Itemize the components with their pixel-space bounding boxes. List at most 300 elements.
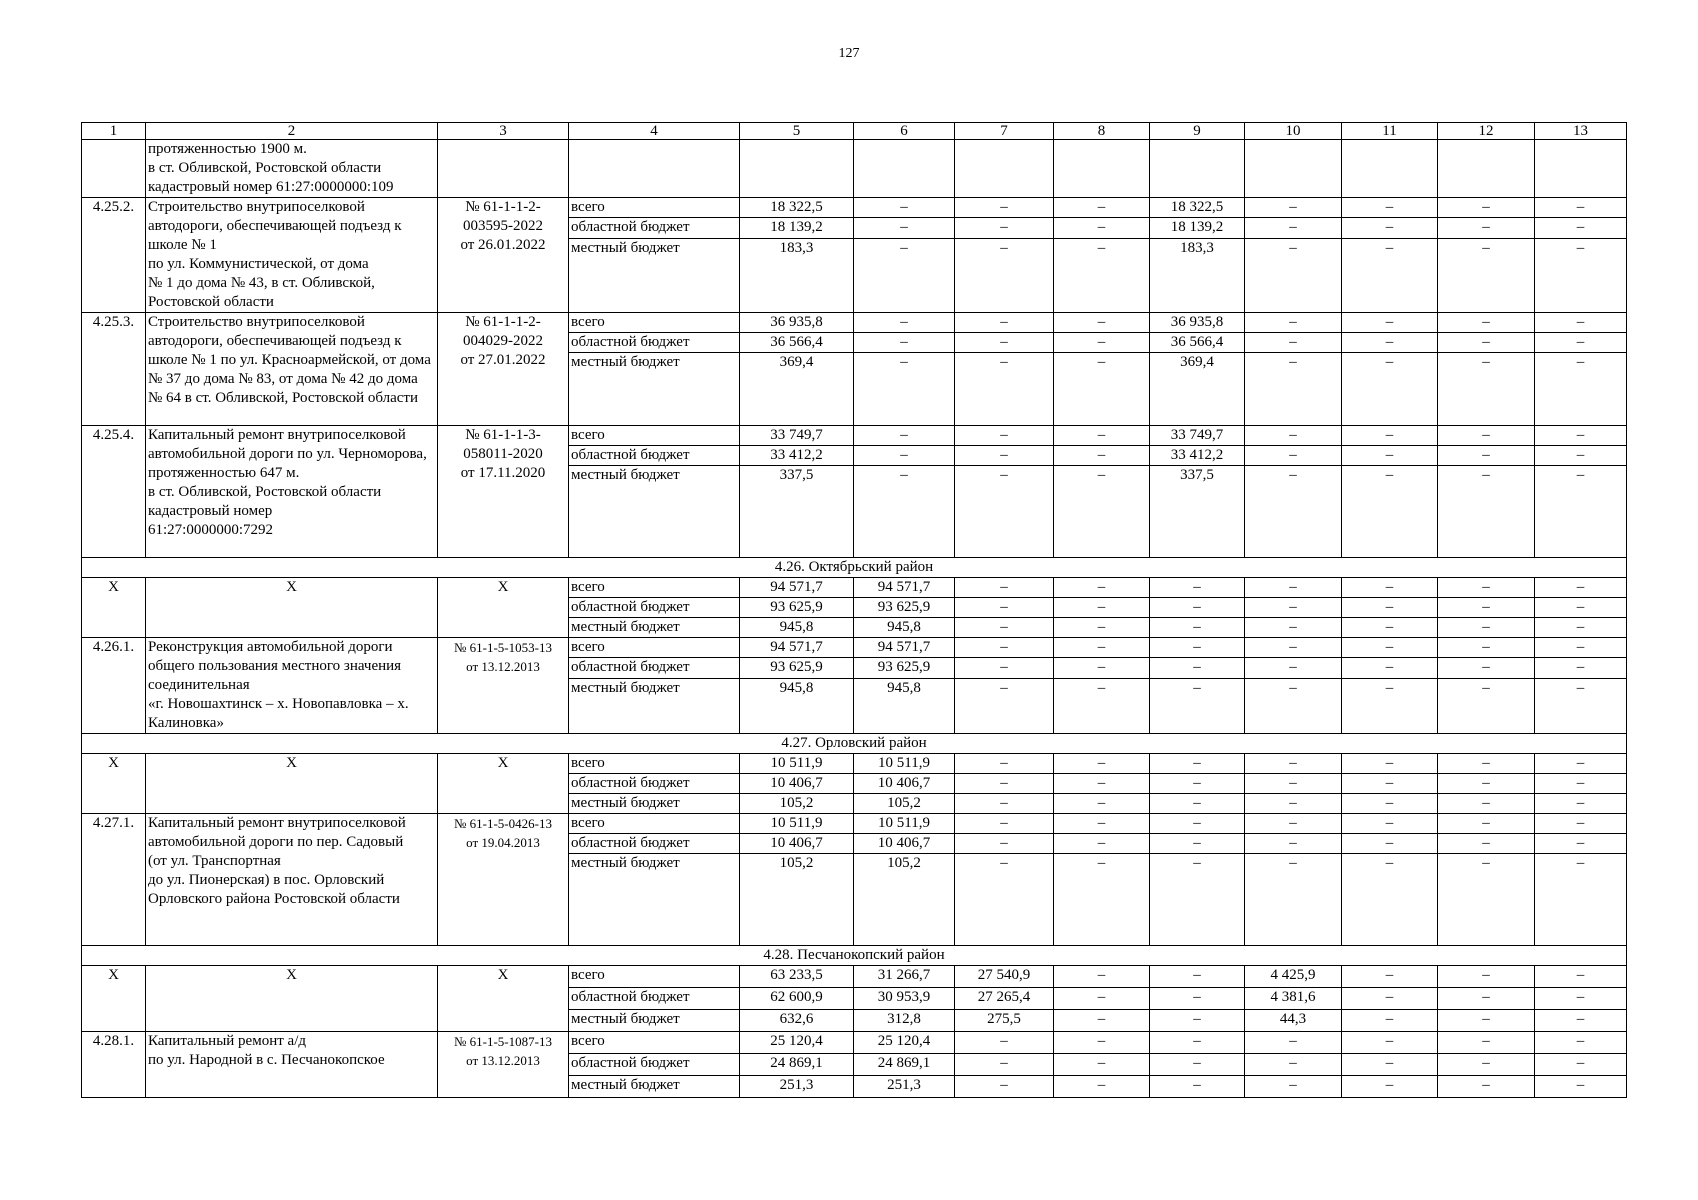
amount-cell: 105,2 bbox=[740, 854, 854, 946]
amount-cell: – bbox=[1342, 966, 1438, 988]
amount-cell: 93 625,9 bbox=[740, 598, 854, 618]
funding-source: местный бюджет bbox=[569, 794, 740, 814]
amount-cell: – bbox=[1438, 678, 1535, 733]
amount-cell: – bbox=[1342, 466, 1438, 558]
amount-cell: – bbox=[854, 238, 955, 312]
amount-cell: – bbox=[1245, 238, 1342, 312]
funding-source bbox=[569, 140, 740, 198]
amount-cell bbox=[955, 140, 1054, 198]
amount-cell: 4 381,6 bbox=[1245, 988, 1342, 1010]
amount-cell: 94 571,7 bbox=[740, 638, 854, 658]
amount-cell: – bbox=[1438, 774, 1535, 794]
amount-cell: – bbox=[1245, 1054, 1342, 1076]
amount-cell: – bbox=[1535, 578, 1627, 598]
table-row bbox=[82, 140, 1627, 198]
amount-cell: – bbox=[1438, 658, 1535, 678]
item-document: № 61-1-5-0426-13 от 19.04.2013 bbox=[438, 814, 569, 946]
funding-source: областной бюджет bbox=[569, 333, 740, 353]
funding-source: всего bbox=[569, 426, 740, 446]
amount-cell: – bbox=[955, 814, 1054, 834]
amount-cell: – bbox=[854, 353, 955, 426]
amount-cell: 10 511,9 bbox=[740, 814, 854, 834]
item-number: 4.28.1. bbox=[82, 1032, 146, 1098]
amount-cell: 10 511,9 bbox=[740, 754, 854, 774]
funding-source: местный бюджет bbox=[569, 1010, 740, 1032]
amount-cell: – bbox=[1438, 814, 1535, 834]
amount-cell: 105,2 bbox=[854, 794, 955, 814]
amount-cell: – bbox=[1150, 678, 1245, 733]
funding-source: всего bbox=[569, 578, 740, 598]
amount-cell: – bbox=[1245, 598, 1342, 618]
funding-source: местный бюджет bbox=[569, 854, 740, 946]
amount-cell: – bbox=[1535, 988, 1627, 1010]
amount-cell: – bbox=[1245, 834, 1342, 854]
funding-source: областной бюджет bbox=[569, 598, 740, 618]
amount-cell: – bbox=[955, 774, 1054, 794]
amount-cell: – bbox=[1054, 1010, 1150, 1032]
funding-source: всего bbox=[569, 638, 740, 658]
amount-cell: – bbox=[1535, 426, 1627, 446]
amount-cell: – bbox=[1054, 678, 1150, 733]
amount-cell: – bbox=[955, 1076, 1054, 1098]
amount-cell: – bbox=[1054, 313, 1150, 333]
amount-cell: – bbox=[1245, 638, 1342, 658]
amount-cell: – bbox=[1054, 426, 1150, 446]
amount-cell: – bbox=[1438, 754, 1535, 774]
amount-cell: 945,8 bbox=[740, 618, 854, 638]
amount-cell: – bbox=[1054, 966, 1150, 988]
amount-cell: – bbox=[955, 333, 1054, 353]
amount-cell: – bbox=[955, 854, 1054, 946]
amount-cell bbox=[1150, 140, 1245, 198]
item-name: Капитальный ремонт внутрипоселковой автомобильной дороги по пер. Садовый (от ул. Транспортная до ул. Пионерская) в пос. Орловский Орловского района Ростовской области bbox=[146, 814, 438, 946]
amount-cell: – bbox=[1054, 333, 1150, 353]
amount-cell: – bbox=[1150, 1054, 1245, 1076]
amount-cell: – bbox=[1054, 988, 1150, 1010]
amount-cell: 93 625,9 bbox=[854, 658, 955, 678]
amount-cell: – bbox=[1535, 1076, 1627, 1098]
amount-cell: – bbox=[1438, 638, 1535, 658]
col-number: 3 bbox=[438, 123, 569, 140]
amount-cell: – bbox=[1342, 218, 1438, 238]
amount-cell: 33 749,7 bbox=[1150, 426, 1245, 446]
amount-cell: – bbox=[1342, 333, 1438, 353]
amount-cell: 251,3 bbox=[740, 1076, 854, 1098]
amount-cell: – bbox=[1535, 658, 1627, 678]
amount-cell: 27 540,9 bbox=[955, 966, 1054, 988]
amount-cell: – bbox=[1245, 854, 1342, 946]
amount-cell: – bbox=[1535, 834, 1627, 854]
amount-cell: 632,6 bbox=[740, 1010, 854, 1032]
amount-cell: – bbox=[1438, 426, 1535, 446]
amount-cell: – bbox=[854, 313, 955, 333]
amount-cell: – bbox=[1054, 446, 1150, 466]
amount-cell: – bbox=[1245, 353, 1342, 426]
amount-cell: – bbox=[1535, 754, 1627, 774]
item-document: Х bbox=[438, 754, 569, 814]
col-number: 11 bbox=[1342, 123, 1438, 140]
amount-cell: 33 412,2 bbox=[1150, 446, 1245, 466]
amount-cell: – bbox=[1150, 618, 1245, 638]
amount-cell: – bbox=[955, 238, 1054, 312]
amount-cell: – bbox=[1438, 333, 1535, 353]
amount-cell bbox=[854, 140, 955, 198]
amount-cell: – bbox=[1342, 988, 1438, 1010]
amount-cell: 94 571,7 bbox=[854, 578, 955, 598]
amount-cell: – bbox=[1245, 578, 1342, 598]
amount-cell: – bbox=[1054, 466, 1150, 558]
funding-source: всего bbox=[569, 754, 740, 774]
amount-cell bbox=[1245, 140, 1342, 198]
amount-cell: – bbox=[1342, 854, 1438, 946]
col-number: 12 bbox=[1438, 123, 1535, 140]
column-number-row bbox=[82, 123, 1627, 140]
amount-cell: – bbox=[1054, 658, 1150, 678]
amount-cell: – bbox=[1438, 238, 1535, 312]
amount-cell: 31 266,7 bbox=[854, 966, 955, 988]
amount-cell: – bbox=[955, 598, 1054, 618]
amount-cell: – bbox=[1535, 446, 1627, 466]
amount-cell: – bbox=[1054, 814, 1150, 834]
amount-cell: – bbox=[1054, 794, 1150, 814]
item-name: Капитальный ремонт а/д по ул. Народной в с. Песчанокопское bbox=[146, 1032, 438, 1098]
amount-cell: 10 511,9 bbox=[854, 754, 955, 774]
amount-cell: – bbox=[955, 466, 1054, 558]
amount-cell: 105,2 bbox=[854, 854, 955, 946]
amount-cell bbox=[1535, 140, 1627, 198]
amount-cell: 18 322,5 bbox=[1150, 198, 1245, 218]
amount-cell: – bbox=[1342, 198, 1438, 218]
section-title: 4.26. Октябрьский район bbox=[82, 558, 1627, 578]
page-number: 127 bbox=[838, 46, 860, 61]
amount-cell: – bbox=[1438, 313, 1535, 333]
amount-cell: – bbox=[1245, 658, 1342, 678]
amount-cell: – bbox=[1342, 1032, 1438, 1054]
amount-cell: – bbox=[1150, 966, 1245, 988]
amount-cell: 33 412,2 bbox=[740, 446, 854, 466]
amount-cell: – bbox=[955, 353, 1054, 426]
item-document: Х bbox=[438, 966, 569, 1032]
amount-cell: – bbox=[1245, 814, 1342, 834]
item-number: 4.25.2. bbox=[82, 198, 146, 313]
amount-cell: – bbox=[1342, 1054, 1438, 1076]
funding-source: областной бюджет bbox=[569, 774, 740, 794]
funding-source: местный бюджет bbox=[569, 466, 740, 558]
amount-cell: – bbox=[1245, 1032, 1342, 1054]
amount-cell: – bbox=[1342, 618, 1438, 638]
amount-cell: 27 265,4 bbox=[955, 988, 1054, 1010]
amount-cell: – bbox=[955, 198, 1054, 218]
amount-cell: 369,4 bbox=[1150, 353, 1245, 426]
amount-cell: – bbox=[1150, 774, 1245, 794]
col-number: 1 bbox=[82, 123, 146, 140]
item-number: 4.25.3. bbox=[82, 313, 146, 426]
amount-cell: 183,3 bbox=[1150, 238, 1245, 312]
amount-cell: – bbox=[854, 218, 955, 238]
col-number: 8 bbox=[1054, 123, 1150, 140]
funding-source: областной бюджет bbox=[569, 988, 740, 1010]
amount-cell: – bbox=[1342, 678, 1438, 733]
amount-cell: – bbox=[1535, 774, 1627, 794]
col-number: 10 bbox=[1245, 123, 1342, 140]
amount-cell: 18 322,5 bbox=[740, 198, 854, 218]
amount-cell: – bbox=[1054, 238, 1150, 312]
amount-cell: – bbox=[1535, 238, 1627, 312]
item-number: Х bbox=[82, 578, 146, 638]
amount-cell: – bbox=[1438, 218, 1535, 238]
amount-cell: – bbox=[1054, 598, 1150, 618]
amount-cell: – bbox=[1150, 598, 1245, 618]
amount-cell: – bbox=[955, 834, 1054, 854]
funding-source: всего bbox=[569, 966, 740, 988]
amount-cell: – bbox=[1054, 1032, 1150, 1054]
amount-cell: – bbox=[1342, 814, 1438, 834]
amount-cell: – bbox=[1535, 313, 1627, 333]
amount-cell: – bbox=[1342, 238, 1438, 312]
col-number: 13 bbox=[1535, 123, 1627, 140]
item-name: Строительство внутрипоселковой автодороги, обеспечивающей подъезд к школе № 1 по ул. Коммунистической, от дома № 1 до дома № 43, в ст. Обливской, Ростовской области bbox=[146, 198, 438, 313]
amount-cell: – bbox=[854, 466, 955, 558]
table-row bbox=[82, 638, 1627, 658]
amount-cell: 44,3 bbox=[1245, 1010, 1342, 1032]
amount-cell: 36 566,4 bbox=[740, 333, 854, 353]
amount-cell: – bbox=[1342, 578, 1438, 598]
amount-cell: – bbox=[1342, 353, 1438, 426]
item-name: протяженностью 1900 м. в ст. Обливской, Ростовской области кадастровый номер 61:27:0000000:109 bbox=[146, 140, 438, 198]
funding-source: областной бюджет bbox=[569, 658, 740, 678]
table-row bbox=[82, 814, 1627, 834]
col-number: 4 bbox=[569, 123, 740, 140]
amount-cell: – bbox=[1535, 1010, 1627, 1032]
amount-cell: – bbox=[1535, 638, 1627, 658]
amount-cell: – bbox=[1535, 198, 1627, 218]
amount-cell: – bbox=[1245, 218, 1342, 238]
amount-cell: – bbox=[1054, 1076, 1150, 1098]
col-number: 7 bbox=[955, 123, 1054, 140]
amount-cell: – bbox=[1054, 834, 1150, 854]
amount-cell: – bbox=[1535, 1054, 1627, 1076]
funding-source: всего bbox=[569, 198, 740, 218]
amount-cell: – bbox=[1245, 313, 1342, 333]
col-number: 2 bbox=[146, 123, 438, 140]
amount-cell: 337,5 bbox=[1150, 466, 1245, 558]
amount-cell: – bbox=[1054, 218, 1150, 238]
table-row bbox=[82, 754, 1627, 774]
amount-cell: 945,8 bbox=[854, 618, 955, 638]
amount-cell: – bbox=[1342, 446, 1438, 466]
amount-cell: – bbox=[955, 794, 1054, 814]
amount-cell: – bbox=[1535, 966, 1627, 988]
section-title: 4.28. Песчанокопский район bbox=[82, 946, 1627, 966]
funding-source: всего bbox=[569, 1032, 740, 1054]
amount-cell: – bbox=[1535, 854, 1627, 946]
amount-cell: – bbox=[1438, 834, 1535, 854]
amount-cell: – bbox=[1245, 466, 1342, 558]
amount-cell: – bbox=[854, 333, 955, 353]
amount-cell: – bbox=[854, 198, 955, 218]
amount-cell: – bbox=[1438, 466, 1535, 558]
section-row bbox=[82, 558, 1627, 578]
amount-cell: – bbox=[1342, 1010, 1438, 1032]
amount-cell: – bbox=[955, 1032, 1054, 1054]
item-name: Строительство внутрипоселковой автодороги, обеспечивающей подъезд к школе № 1 по ул. Красноармейской, от дома № 37 до дома № 83, от дома № 42 до дома № 64 в ст. Обливской, Ростовской области bbox=[146, 313, 438, 426]
amount-cell: – bbox=[1438, 578, 1535, 598]
amount-cell: 251,3 bbox=[854, 1076, 955, 1098]
funding-source: областной бюджет bbox=[569, 1054, 740, 1076]
item-name: Х bbox=[146, 754, 438, 814]
amount-cell: – bbox=[1438, 794, 1535, 814]
col-number: 9 bbox=[1150, 123, 1245, 140]
amount-cell: – bbox=[1054, 854, 1150, 946]
amount-cell: 18 139,2 bbox=[1150, 218, 1245, 238]
amount-cell: – bbox=[955, 618, 1054, 638]
amount-cell: – bbox=[1535, 353, 1627, 426]
table-row bbox=[82, 426, 1627, 446]
amount-cell: – bbox=[1245, 754, 1342, 774]
item-number: 4.27.1. bbox=[82, 814, 146, 946]
amount-cell bbox=[1342, 140, 1438, 198]
amount-cell: – bbox=[1535, 814, 1627, 834]
amount-cell: 337,5 bbox=[740, 466, 854, 558]
amount-cell: – bbox=[1438, 1076, 1535, 1098]
amount-cell: – bbox=[1342, 426, 1438, 446]
funding-source: областной бюджет bbox=[569, 834, 740, 854]
amount-cell: 24 869,1 bbox=[854, 1054, 955, 1076]
item-number bbox=[82, 140, 146, 198]
amount-cell: – bbox=[1342, 638, 1438, 658]
amount-cell: – bbox=[1150, 1076, 1245, 1098]
amount-cell: 36 935,8 bbox=[740, 313, 854, 333]
amount-cell: – bbox=[955, 218, 1054, 238]
amount-cell: – bbox=[1054, 578, 1150, 598]
amount-cell bbox=[1054, 140, 1150, 198]
amount-cell: – bbox=[1150, 754, 1245, 774]
amount-cell: – bbox=[1535, 218, 1627, 238]
amount-cell: – bbox=[1342, 834, 1438, 854]
amount-cell: – bbox=[1150, 1010, 1245, 1032]
amount-cell: – bbox=[854, 446, 955, 466]
amount-cell: – bbox=[1342, 794, 1438, 814]
amount-cell: – bbox=[955, 678, 1054, 733]
amount-cell: 30 953,9 bbox=[854, 988, 955, 1010]
amount-cell: – bbox=[1438, 353, 1535, 426]
section-title: 4.27. Орловский район bbox=[82, 734, 1627, 754]
item-name: Капитальный ремонт внутрипоселковой автомобильной дороги по ул. Черноморова, протяженностью 647 м. в ст. Обливской, Ростовской области кадастровый номер 61:27:0000000:7292 bbox=[146, 426, 438, 558]
amount-cell: 312,8 bbox=[854, 1010, 955, 1032]
funding-source: областной бюджет bbox=[569, 446, 740, 466]
amount-cell: – bbox=[1150, 1032, 1245, 1054]
amount-cell: – bbox=[1438, 198, 1535, 218]
table-row bbox=[82, 313, 1627, 333]
amount-cell: – bbox=[1438, 1010, 1535, 1032]
amount-cell: – bbox=[1438, 854, 1535, 946]
amount-cell: – bbox=[1438, 966, 1535, 988]
amount-cell: – bbox=[1245, 426, 1342, 446]
amount-cell: 33 749,7 bbox=[740, 426, 854, 446]
amount-cell: 10 406,7 bbox=[854, 834, 955, 854]
amount-cell: – bbox=[1054, 754, 1150, 774]
amount-cell: 93 625,9 bbox=[740, 658, 854, 678]
amount-cell: 10 406,7 bbox=[854, 774, 955, 794]
amount-cell: 36 566,4 bbox=[1150, 333, 1245, 353]
amount-cell: – bbox=[955, 658, 1054, 678]
amount-cell: – bbox=[1535, 1032, 1627, 1054]
amount-cell: – bbox=[1535, 618, 1627, 638]
amount-cell: – bbox=[955, 754, 1054, 774]
amount-cell: 36 935,8 bbox=[1150, 313, 1245, 333]
amount-cell bbox=[1438, 140, 1535, 198]
item-number: 4.25.4. bbox=[82, 426, 146, 558]
amount-cell: – bbox=[1150, 854, 1245, 946]
amount-cell: – bbox=[1438, 446, 1535, 466]
item-document: № 61-1-1-3- 058011-2020 от 17.11.2020 bbox=[438, 426, 569, 558]
funding-source: местный бюджет bbox=[569, 238, 740, 312]
amount-cell: – bbox=[955, 446, 1054, 466]
item-document: № 61-1-1-2- 004029-2022 от 27.01.2022 bbox=[438, 313, 569, 426]
amount-cell: 18 139,2 bbox=[740, 218, 854, 238]
amount-cell: – bbox=[1150, 658, 1245, 678]
amount-cell: – bbox=[1054, 353, 1150, 426]
item-name: Х bbox=[146, 578, 438, 638]
funding-source: местный бюджет bbox=[569, 678, 740, 733]
amount-cell: 10 406,7 bbox=[740, 834, 854, 854]
amount-cell: 62 600,9 bbox=[740, 988, 854, 1010]
amount-cell: – bbox=[1150, 638, 1245, 658]
amount-cell: 4 425,9 bbox=[1245, 966, 1342, 988]
amount-cell: – bbox=[1245, 1076, 1342, 1098]
amount-cell: – bbox=[1150, 794, 1245, 814]
amount-cell: – bbox=[1150, 814, 1245, 834]
amount-cell: 275,5 bbox=[955, 1010, 1054, 1032]
amount-cell: 25 120,4 bbox=[740, 1032, 854, 1054]
amount-cell: – bbox=[955, 426, 1054, 446]
amount-cell: 10 406,7 bbox=[740, 774, 854, 794]
amount-cell: – bbox=[955, 578, 1054, 598]
amount-cell: 105,2 bbox=[740, 794, 854, 814]
amount-cell: – bbox=[1245, 678, 1342, 733]
col-number: 6 bbox=[854, 123, 955, 140]
col-number: 5 bbox=[740, 123, 854, 140]
amount-cell: – bbox=[1438, 1032, 1535, 1054]
amount-cell: – bbox=[1054, 1054, 1150, 1076]
table-row bbox=[82, 198, 1627, 218]
item-document: № 61-1-5-1087-13 от 13.12.2013 bbox=[438, 1032, 569, 1098]
amount-cell: – bbox=[1535, 598, 1627, 618]
amount-cell: 63 233,5 bbox=[740, 966, 854, 988]
amount-cell: – bbox=[1535, 466, 1627, 558]
funding-source: областной бюджет bbox=[569, 218, 740, 238]
amount-cell: 94 571,7 bbox=[740, 578, 854, 598]
amount-cell: – bbox=[1245, 198, 1342, 218]
amount-cell: 183,3 bbox=[740, 238, 854, 312]
item-document bbox=[438, 140, 569, 198]
amount-cell bbox=[740, 140, 854, 198]
item-document: № 61-1-5-1053-13 от 13.12.2013 bbox=[438, 638, 569, 734]
funding-source: всего bbox=[569, 313, 740, 333]
amount-cell: – bbox=[1150, 578, 1245, 598]
item-document: № 61-1-1-2- 003595-2022 от 26.01.2022 bbox=[438, 198, 569, 313]
amount-cell: – bbox=[1150, 988, 1245, 1010]
table-row bbox=[82, 578, 1627, 598]
amount-cell: – bbox=[1054, 638, 1150, 658]
amount-cell: – bbox=[1342, 774, 1438, 794]
amount-cell: – bbox=[955, 1054, 1054, 1076]
amount-cell: – bbox=[1535, 794, 1627, 814]
section-row bbox=[82, 734, 1627, 754]
amount-cell: – bbox=[1054, 774, 1150, 794]
funding-source: местный бюджет bbox=[569, 1076, 740, 1098]
amount-cell: 94 571,7 bbox=[854, 638, 955, 658]
